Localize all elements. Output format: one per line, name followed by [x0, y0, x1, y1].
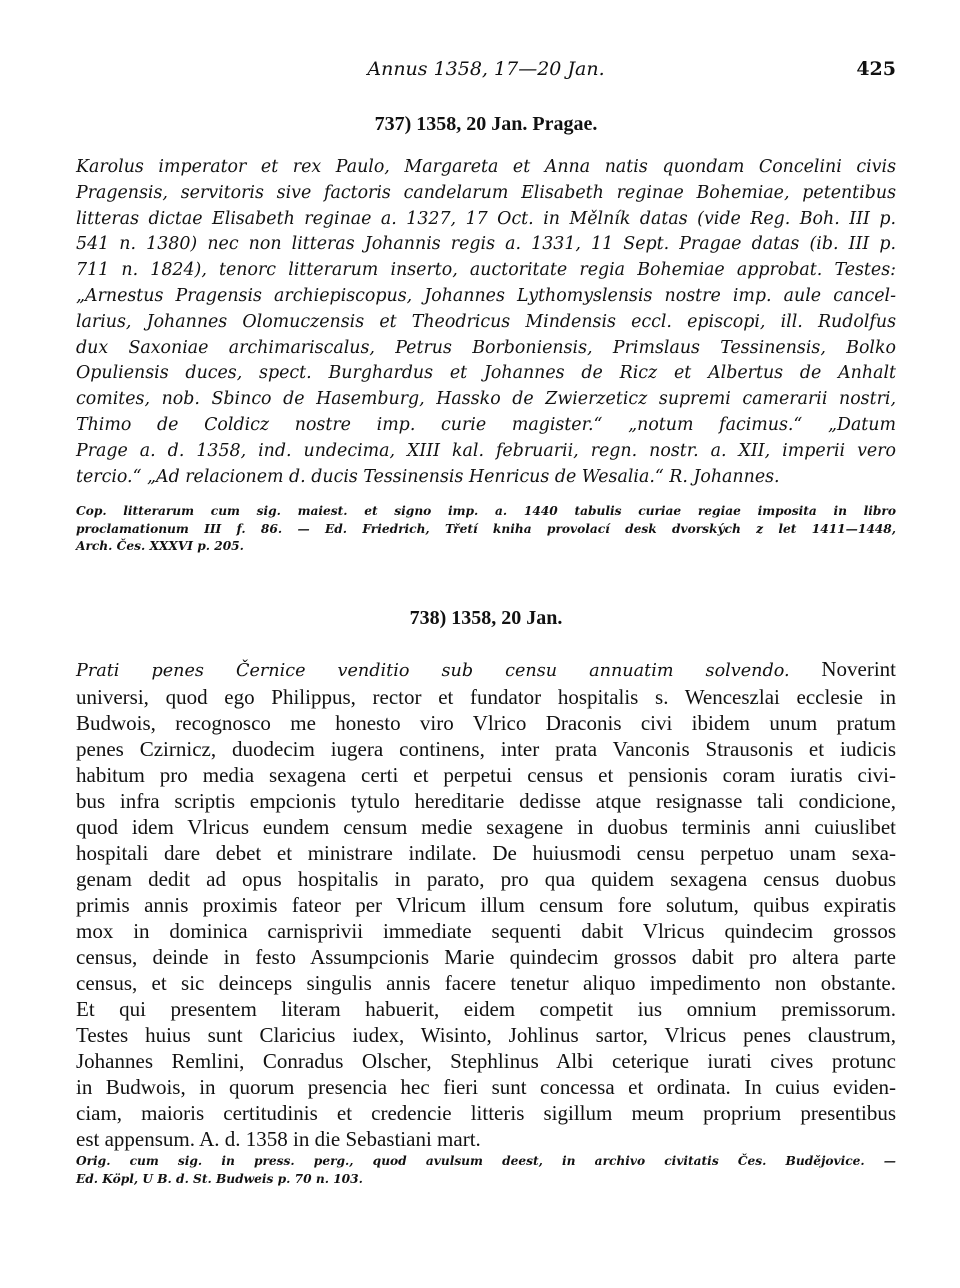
doc-737-line: Prage a. d. 1358, ind. undecima, XIII kal. februarii, regn. nostr. a. XII, imperii vero	[76, 440, 896, 461]
running-title: Annus 1358, 17—20 Jan.	[367, 58, 605, 80]
doc-737-line: 541 n. 1380) nec non litteras Johannis regis a. 1331, 11 Sept. Pragae datas (ib. III p.	[76, 234, 896, 255]
doc-738-line: genam dedit ad opus hospitalis in parato, pro qua quidem sexagena census duobus	[76, 867, 896, 891]
note-line: Orig. cum sig. in press. perg., quod avulsum deest, in archivo civitatis Čes. Budějovice. —	[76, 1154, 896, 1168]
doc-738-line: Johannes Remlini, Conradus Olscher, Stephlinus Albi ceterique iurati cives protunc	[76, 1049, 896, 1073]
doc-737-line: tercio.“ „Ad relacionem d. ducis Tessinensis Henricus de Wesalia.“ R. Johannes.	[76, 466, 780, 487]
doc-737-line: comites, nob. Sbinco de Hasemburg, Hassko de Zwierzeticz supremi camerarii nostri,	[76, 389, 896, 410]
doc-737-line: Karolus imperator et rex Paulo, Margareta et Anna natis quondam Concelini civis	[76, 157, 896, 177]
note-line: Cop. litterarum cum sig. maiest. et signo imp. a. 1440 tabulis curiae regiae imposita in libro	[76, 504, 896, 518]
doc-737-line: Opuliensis duces, spect. Burghardus et Johannes de Ricz et Albertus de Anhalt	[76, 363, 896, 384]
doc-738-line: bus infra scriptis empcionis tytulo hereditarie dedisse atque resignasse tali condicione,	[76, 789, 896, 813]
doc-738-line: Budwois, recognosco me honesto viro Vlrico Draconis civi ibidem unum pratum	[76, 711, 896, 735]
page-header	[76, 58, 896, 88]
doc-737-source-note	[76, 503, 896, 556]
doc-738-line: census, deinde in festo Assumpcionis Marie quindecim grossos dabit pro altera parte	[76, 945, 896, 969]
doc-737-line: 711 n. 1824), tenorc litterarum inserto, auctoritate regia Bohemiae approbat. Testes:	[76, 260, 896, 281]
doc-737-text	[76, 155, 896, 490]
note-line: Arch. Čes. XXXVI p. 205.	[76, 539, 244, 553]
note-line: proclamationum III f. 86. — Ed. Friedrich, Třetí kniha provolací desk dvorských z let 1411—1448,	[76, 521, 896, 536]
doc-738-first-line	[76, 656, 896, 684]
doc-737-line: litteras dictae Elisabeth reginae a. 1327, 17 Oct. in Mělník datas (vide Reg. Boh. III p.	[76, 208, 896, 229]
doc-738-text	[76, 656, 896, 1152]
doc-738-source-note	[76, 1153, 896, 1188]
note-line: Ed. Köpl, U B. d. St. Budweis p. 70 n. 103.	[76, 1171, 363, 1186]
page-number: 425	[856, 58, 896, 80]
doc-738-line: habitum pro media sexagena certi et perpetui census et pensionis coram iuratis civi-	[76, 763, 896, 787]
doc-738-title: 738) 1358, 20 Jan.	[409, 607, 563, 629]
doc-738-line: census, et sic deinceps singulis annis facere tenetur aliquo impedimento non obstante.	[76, 971, 896, 995]
doc-738-regest: Prati penes Černice venditio sub censu annuatim solvendo.	[76, 661, 790, 681]
doc-738-line: Et qui presentem literam habuerit, eidem competit ius omnium premissorum.	[76, 997, 896, 1021]
doc-738-line: universi, quod ego Philippus, rector et fundator hospitalis s. Wenceszlai ecclesie in	[76, 685, 896, 709]
doc-738-line: quod idem Vlricus eundem censum medie sexagene in duobus terminis anni cuiuslibet	[76, 815, 896, 839]
doc-737-line: Thimo de Coldicz nostre imp. curie magister.“ „notum facimus.“ „Datum	[76, 414, 896, 435]
doc-737-line: „Arnestus Pragensis archiepiscopus, Johannes Lythomyslensis nostre imp. aule cancel-	[76, 285, 896, 306]
doc-737-line: Pragensis, servitoris sive factoris candelarum Elisabeth reginae Bohemiae, petentibus	[76, 182, 896, 203]
doc-738-line: est appensum. A. d. 1358 in die Sebastiani mart.	[76, 1127, 481, 1151]
doc-738-line: in Budwois, in quorum presencia hec fieri sunt concessa et ordinata. In cuius eviden-	[76, 1075, 896, 1099]
doc-738-line: Testes huius sunt Claricius iudex, Wisinto, Johlinus sartor, Vlricus penes claustrum,	[76, 1023, 896, 1047]
doc-737-title: 737) 1358, 20 Jan. Pragae.	[374, 113, 598, 135]
doc-738-line: mox in dominica carnisprivii immediate sequenti dabit Vlricus quindecim grossos	[76, 919, 896, 943]
doc-737-line: larius, Johannes Olomuczensis et Theodricus Mindensis eccl. episcopi, ill. Rudolfus	[76, 311, 896, 332]
doc-738-line: ciam, maioris certitudinis et credencie litteris sigillum meum proprium presentibus	[76, 1101, 896, 1125]
doc-737-line: dux Saxoniae archimariscalus, Petrus Borboniensis, Primslaus Tessinensis, Bolko	[76, 337, 896, 358]
doc-738-line: penes Czirnicz, duodecim iugera continens, inter prata Vanconis Strausonis et iudicis	[76, 737, 896, 761]
doc-738-line: hospitali dare debet et ministrare indilate. De huiusmodi censu perpetuo unam sexa-	[76, 841, 896, 865]
doc-738-first-word: Noverint	[821, 657, 896, 681]
doc-738-line: primis annis proximis fateor per Vlricum illum censum fore solutum, quibus expiratis	[76, 893, 896, 917]
